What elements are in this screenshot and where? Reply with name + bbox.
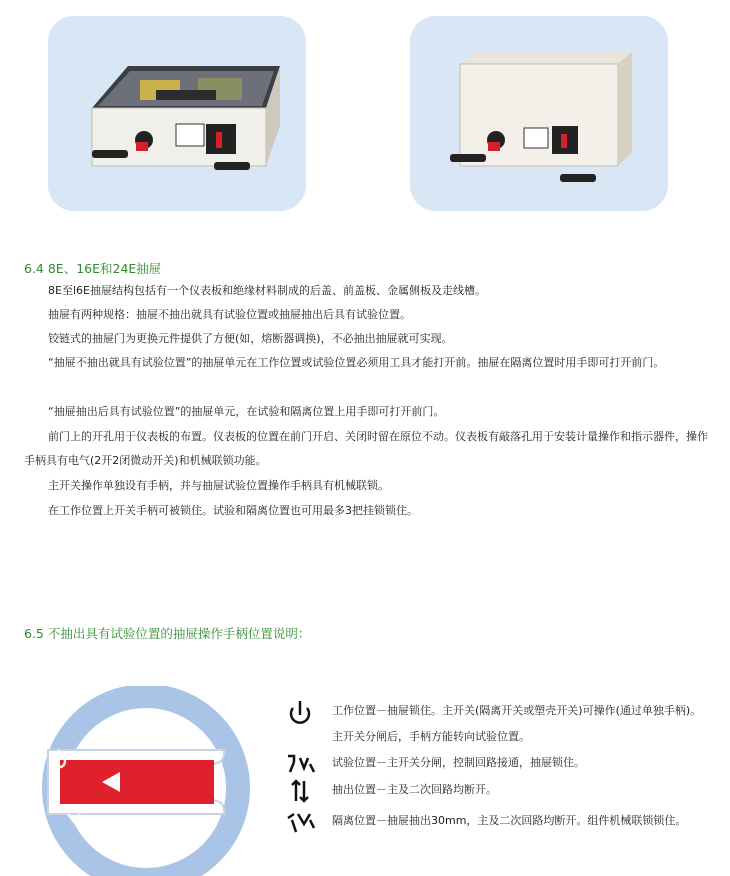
drawer-open-illustration [48, 16, 306, 211]
section-title-6-5: 6.5 不抽出具有试验位置的抽屉操作手柄位置说明： [24, 626, 311, 641]
test-position-icon [284, 750, 316, 780]
paragraph: 8E至l6E抽屉结构包括有一个仪表板和绝缘材料制成的后盖、前盖板、金属侧板及走线槽。 [48, 284, 486, 297]
paragraph: “抽屉不抽出就具有试验位置”的抽屉单元在工作位置或试验位置必须用工具才能打开前。抽屉在隔离位置时用手即可打开前门。 [48, 356, 665, 369]
legend-text: 隔离位置－抽屉抽出30mm，主及二次回路均断开。组件机械联锁锁住。 [332, 814, 687, 827]
paragraph: “抽屉抽出后具有试验位置”的抽屉单元，在试验和隔离位置上用手即可打开前门。 [48, 405, 445, 418]
operating-handle-diagram [28, 686, 273, 876]
section-title-6-4: 6.4 8E、16E和24E抽屉 [24, 261, 162, 276]
legend-text: 抽出位置－主及二次回路均断开。 [332, 783, 497, 796]
isolation-position-icon [284, 808, 316, 838]
drawer-photo-closed [410, 16, 668, 211]
paragraph: 主开关操作单独设有手柄，并与抽屉试验位置操作手柄具有机械联锁。 [48, 479, 389, 492]
paragraph: 铰链式的抽屉门为更换元件提供了方便(如，熔断器调换)，不必抽出抽屉就可实现。 [48, 332, 453, 345]
paragraph: 前门上的开孔用于仪表板的布置。仪表板的位置在前门开启、关闭时留在原位不动。仪表板有敲落孔用于安装计量操作和指示器件，操作手柄具有电气(2开2闭微动开关)和机械联锁功能。 [24, 430, 708, 467]
paragraph: 在工作位置上开关手柄可被锁住。试验和隔离位置也可用最多3把挂锁锁住。 [48, 504, 418, 517]
legend-text: 工作位置－抽屉锁住。主开关(隔离开关或塑壳开关)可操作(通过单独手柄)。主开关分闸后，手柄方能转向试验位置。 [332, 704, 702, 743]
legend-text: 试验位置－主开关分闸，控制回路接通，抽屉锁住。 [332, 756, 585, 769]
withdraw-position-icon [284, 777, 316, 807]
drawer-closed-illustration [410, 16, 668, 211]
drawer-photo-open [48, 16, 306, 211]
handle-lever [60, 760, 214, 804]
work-position-icon [284, 698, 316, 728]
paragraph: 抽屉有两种规格：抽屉不抽出就具有试验位置或抽屉抽出后具有试验位置。 [48, 308, 411, 321]
